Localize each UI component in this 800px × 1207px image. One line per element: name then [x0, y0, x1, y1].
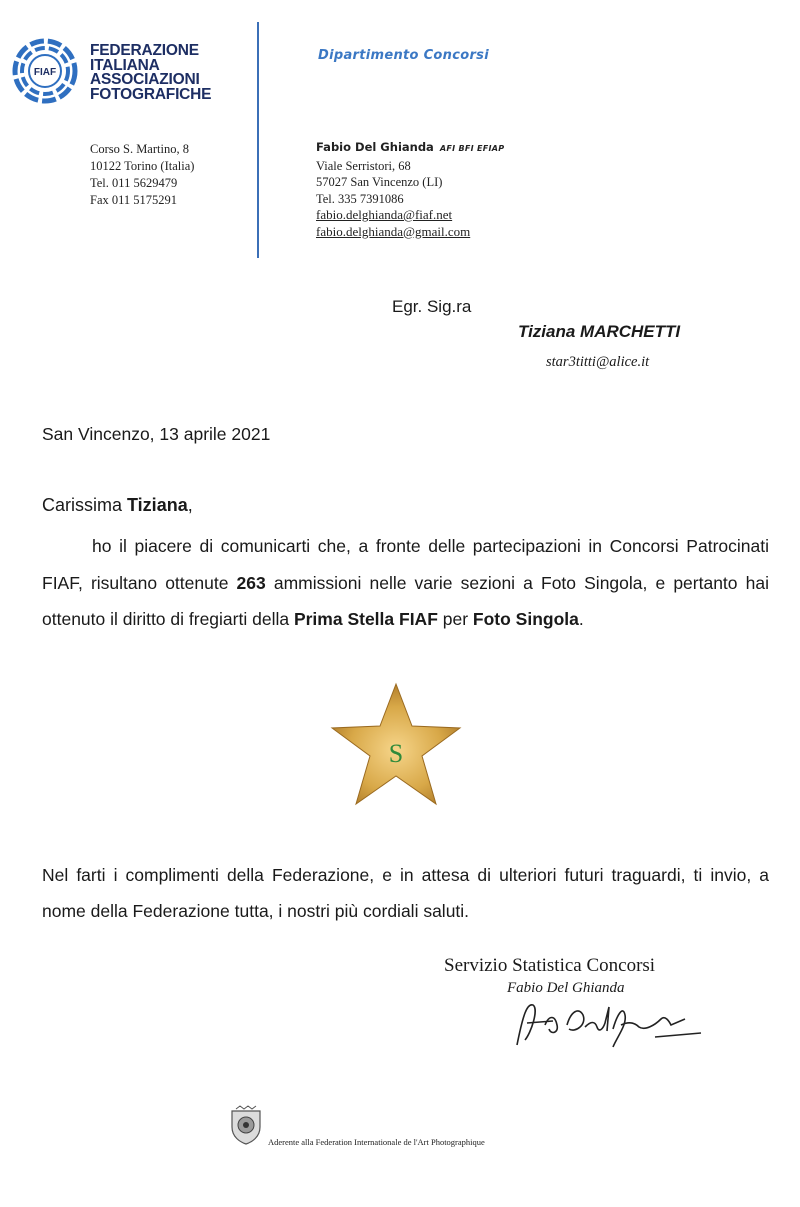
admissions-count: 263 — [236, 572, 266, 593]
sender-block — [316, 139, 504, 240]
org-name — [90, 44, 211, 102]
org-line-1: FEDERAZIONE — [90, 42, 199, 59]
paragraph-text: per — [437, 609, 473, 629]
sender-address-line: Viale Serristori, 68 — [316, 158, 411, 173]
sender-honors: AFI BFI EFIAP — [439, 144, 505, 153]
org-line-4: FOTOGRAFICHE — [90, 85, 212, 103]
sender-email-link[interactable]: fabio.delghianda@gmail.com — [316, 223, 471, 239]
service-name: Servizio Statistica Concorsi — [444, 955, 656, 976]
department-title: Dipartimento Concorsi — [318, 48, 489, 63]
address-line: Corso S. Martino, 8 — [90, 142, 189, 156]
award-category: Foto Singola — [472, 609, 579, 629]
paragraph-text: ammissioni nelle varie sezioni a Foto Singola, e pertanto hai ottenuto il diritto di fregiarti della — [42, 572, 769, 629]
handwritten-signature-icon — [505, 985, 705, 1055]
main-paragraph — [42, 528, 769, 638]
star-letter: S — [388, 739, 404, 768]
federation-address — [90, 141, 194, 209]
salutation-name: Tiziana — [127, 495, 188, 515]
header-divider — [257, 22, 259, 258]
star-award-icon — [329, 682, 463, 808]
sender-email-link[interactable]: fabio.delghianda@fiaf.net — [316, 207, 453, 222]
fax-line: Fax 011 5175291 — [90, 193, 178, 207]
letter-date: San Vincenzo, 13 aprile 2021 — [42, 424, 271, 444]
org-line-3: ASSOCIAZIONI — [90, 71, 200, 88]
recipient-title: Egr. Sig.ra — [392, 297, 472, 316]
signer-name: Fabio Del Ghianda — [507, 980, 625, 996]
footer-note: Aderente alla Federation Internationale de l'Art Photographique — [268, 1137, 485, 1147]
paragraph-text: . — [578, 609, 584, 629]
sender-address-line: 57027 San Vincenzo (LI) — [316, 175, 443, 189]
sender-phone: Tel. 335 7391086 — [316, 191, 404, 206]
address-line: 10122 Torino (Italia) — [90, 159, 195, 173]
recipient-email: star3titti@alice.it — [546, 354, 650, 370]
salutation-suffix: , — [187, 495, 193, 515]
org-line-2: ITALIANA — [90, 56, 160, 74]
phone-line: Tel. 011 5629479 — [90, 176, 178, 190]
fiaf-logo-icon — [12, 38, 78, 104]
salutation-prefix: Carissima — [42, 495, 128, 515]
logo-badge: FIAF — [33, 67, 57, 78]
recipient-name: Tiziana MARCHETTI — [518, 322, 681, 341]
paragraph-text: ho il piacere di comunicarti che, a fronte delle partecipazioni in Concorsi Patrocinati FIAF, risultano ottenute — [42, 536, 769, 593]
salutation — [42, 495, 193, 516]
fiap-emblem-icon — [228, 1105, 264, 1145]
sender-name: Fabio Del Ghianda — [316, 140, 434, 154]
award-name: Prima Stella FIAF — [293, 609, 438, 629]
closing-paragraph: Nel farti i complimenti della Federazione, e in attesa di ulteriori futuri traguardi, ti invio, a nome della Federazione tutta, i nostri più cordiali saluti. — [42, 865, 769, 921]
